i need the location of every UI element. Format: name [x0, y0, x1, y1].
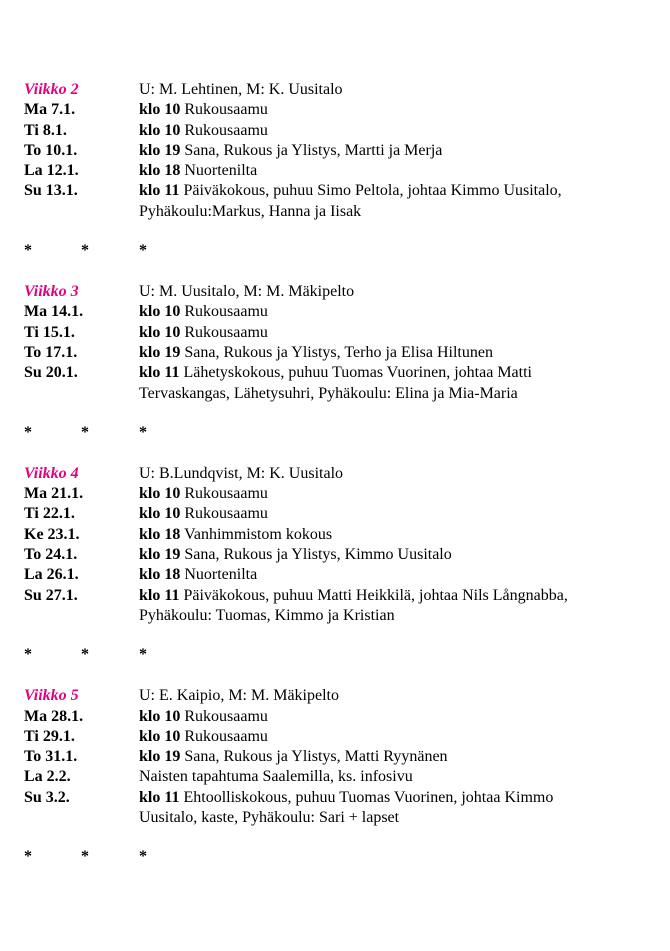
week-title: Viikko 3 [24, 283, 79, 301]
event-text: Päiväkokous, puhuu Simo Peltola, johtaa Kimmo Uusitalo, [183, 182, 562, 200]
event-description [139, 323, 644, 343]
event-time: klo 10 [139, 303, 181, 321]
event-text: Ehtoolliskokous, puhuu Tuomas Vuorinen, johtaa Kimmo [183, 788, 554, 806]
separator-stars [24, 847, 644, 867]
event-day-empty [24, 384, 139, 404]
separator-star: * [24, 242, 32, 260]
event-day-empty [24, 202, 139, 222]
event-text: Nuortenilta [184, 162, 258, 180]
event-description [139, 545, 644, 565]
event-row [24, 121, 644, 141]
week-header [24, 80, 644, 100]
event-description [139, 504, 644, 524]
event-description [139, 707, 644, 727]
event-description [139, 302, 644, 322]
event-day: To 17.1. [24, 343, 78, 361]
event-time: klo 11 [139, 364, 180, 382]
event-time: klo 18 [139, 525, 181, 543]
event-row [24, 525, 644, 545]
event-description [139, 343, 644, 363]
event-text: Lähetyskokous, puhuu Tuomas Vuorinen, johtaa Matti [183, 364, 532, 382]
event-text: Rukousaamu [184, 121, 268, 139]
event-text: Rukousaamu [184, 485, 268, 503]
event-text: Rukousaamu [184, 303, 268, 321]
week-staff: U: M. Lehtinen, M: K. Uusitalo [139, 81, 343, 98]
week-header [24, 686, 644, 706]
event-row [24, 565, 644, 585]
event-text: Päiväkokous, puhuu Matti Heikkilä, johtaa Nils Långnabba, [183, 586, 568, 604]
week-section [24, 80, 644, 261]
event-row-continued [24, 384, 644, 404]
week-section [24, 686, 644, 867]
event-time: klo 19 [139, 748, 181, 766]
event-text: Sana, Rukous ja Ylistys, Kimmo Uusitalo [184, 546, 452, 564]
event-day: To 31.1. [24, 748, 78, 766]
event-text-continued: Pyhäkoulu:Markus, Hanna ja Iisak [139, 202, 362, 220]
event-time: klo 10 [139, 727, 181, 745]
event-description [139, 100, 644, 120]
event-time: klo 18 [139, 162, 181, 180]
event-time: klo 10 [139, 101, 181, 119]
event-row [24, 363, 644, 383]
separator-stars [24, 423, 644, 443]
schedule-page [24, 80, 644, 888]
event-row [24, 100, 644, 120]
event-time: klo 18 [139, 566, 181, 584]
event-row [24, 343, 644, 363]
week-staff: U: M. Uusitalo, M: M. Mäkipelto [139, 283, 355, 301]
event-row [24, 707, 644, 727]
separator-star: * [81, 242, 89, 260]
separator-star: * [24, 646, 32, 664]
event-day-empty [24, 808, 139, 828]
separator-star: * [139, 423, 147, 441]
event-description [139, 363, 644, 383]
event-row [24, 302, 644, 322]
event-day: Ke 23.1. [24, 525, 80, 543]
event-time: klo 11 [139, 182, 180, 200]
separator-star: * [139, 646, 147, 664]
event-row-continued [24, 202, 644, 222]
event-time: klo 10 [139, 121, 181, 139]
separator-stars [24, 241, 644, 261]
event-row [24, 747, 644, 767]
event-day: Ma 7.1. [24, 101, 76, 119]
week-title: Viikko 2 [24, 81, 79, 98]
event-day: Su 27.1. [24, 586, 78, 604]
event-text: Rukousaamu [184, 707, 268, 725]
event-text-continued: Tervaskangas, Lähetysuhri, Pyhäkoulu: Elina ja Mia-Maria [139, 384, 518, 402]
separator-star: * [24, 848, 32, 866]
week-staff: U: B.Lundqvist, M: K. Uusitalo [139, 464, 344, 482]
separator-star: * [81, 423, 89, 441]
event-row [24, 545, 644, 565]
event-day: La 26.1. [24, 566, 79, 584]
event-description [139, 161, 644, 181]
event-time: klo 19 [139, 141, 181, 159]
event-text-continued: Pyhäkoulu: Tuomas, Kimmo ja Kristian [139, 606, 395, 624]
event-day: Su 13.1. [24, 182, 78, 200]
event-day: La 2.2. [24, 768, 71, 786]
event-description [139, 525, 644, 545]
event-day: Ti 15.1. [24, 323, 75, 341]
event-time: klo 11 [139, 788, 180, 806]
week-section [24, 282, 644, 443]
event-day: Ma 21.1. [24, 485, 84, 503]
event-row [24, 767, 644, 787]
event-text: Sana, Rukous ja Ylistys, Terho ja Elisa Hiltunen [184, 343, 493, 361]
event-description [139, 565, 644, 585]
event-day: Ma 14.1. [24, 303, 84, 321]
event-row-continued [24, 606, 644, 626]
event-description [139, 484, 644, 504]
event-time: klo 10 [139, 323, 181, 341]
week-header [24, 282, 644, 302]
separator-star: * [139, 848, 147, 866]
event-description [139, 727, 644, 747]
event-day: Ti 8.1. [24, 121, 67, 139]
event-day: To 10.1. [24, 141, 78, 159]
event-row [24, 141, 644, 161]
event-text: Sana, Rukous ja Ylistys, Matti Ryynänen [184, 748, 448, 766]
event-day: Ma 28.1. [24, 707, 84, 725]
event-text: Rukousaamu [184, 727, 268, 745]
event-text: Naisten tapahtuma Saalemilla, ks. infosivu [139, 768, 413, 786]
event-day-empty [24, 606, 139, 626]
event-row [24, 504, 644, 524]
event-description [139, 141, 644, 161]
separator-star: * [81, 646, 89, 664]
separator-star: * [81, 848, 89, 866]
event-row [24, 484, 644, 504]
event-description [139, 788, 644, 808]
event-day: Su 20.1. [24, 364, 78, 382]
event-description [139, 586, 644, 606]
event-row [24, 161, 644, 181]
event-row [24, 323, 644, 343]
event-text: Nuortenilta [184, 566, 258, 584]
event-day: Su 3.2. [24, 788, 70, 806]
event-row [24, 788, 644, 808]
event-day: Ti 29.1. [24, 727, 75, 745]
event-row-continued [24, 808, 644, 828]
event-time: klo 11 [139, 586, 180, 604]
event-day: La 12.1. [24, 162, 79, 180]
event-day: To 24.1. [24, 546, 78, 564]
week-header [24, 464, 644, 484]
event-time: klo 19 [139, 343, 181, 361]
event-text-continued: Uusitalo, kaste, Pyhäkoulu: Sari + lapset [139, 809, 400, 827]
event-row [24, 181, 644, 201]
event-description [139, 181, 644, 201]
event-text: Vanhimmistom kokous [184, 525, 333, 543]
event-row [24, 727, 644, 747]
separator-star: * [24, 423, 32, 441]
event-text: Rukousaamu [184, 101, 268, 119]
event-text: Rukousaamu [184, 323, 268, 341]
event-description [139, 767, 644, 787]
event-time: klo 10 [139, 707, 181, 725]
event-text: Sana, Rukous ja Ylistys, Martti ja Merja [184, 141, 443, 159]
event-text: Rukousaamu [184, 505, 268, 523]
event-row [24, 586, 644, 606]
event-time: klo 10 [139, 505, 181, 523]
event-description [139, 747, 644, 767]
separator-stars [24, 645, 644, 665]
event-day: Ti 22.1. [24, 505, 75, 523]
week-staff: U: E. Kaipio, M: M. Mäkipelto [139, 687, 339, 705]
week-section [24, 464, 644, 665]
week-title: Viikko 5 [24, 687, 79, 705]
event-time: klo 19 [139, 546, 181, 564]
event-description [139, 121, 644, 141]
separator-star: * [139, 242, 147, 260]
event-time: klo 10 [139, 485, 181, 503]
week-title: Viikko 4 [24, 464, 79, 482]
